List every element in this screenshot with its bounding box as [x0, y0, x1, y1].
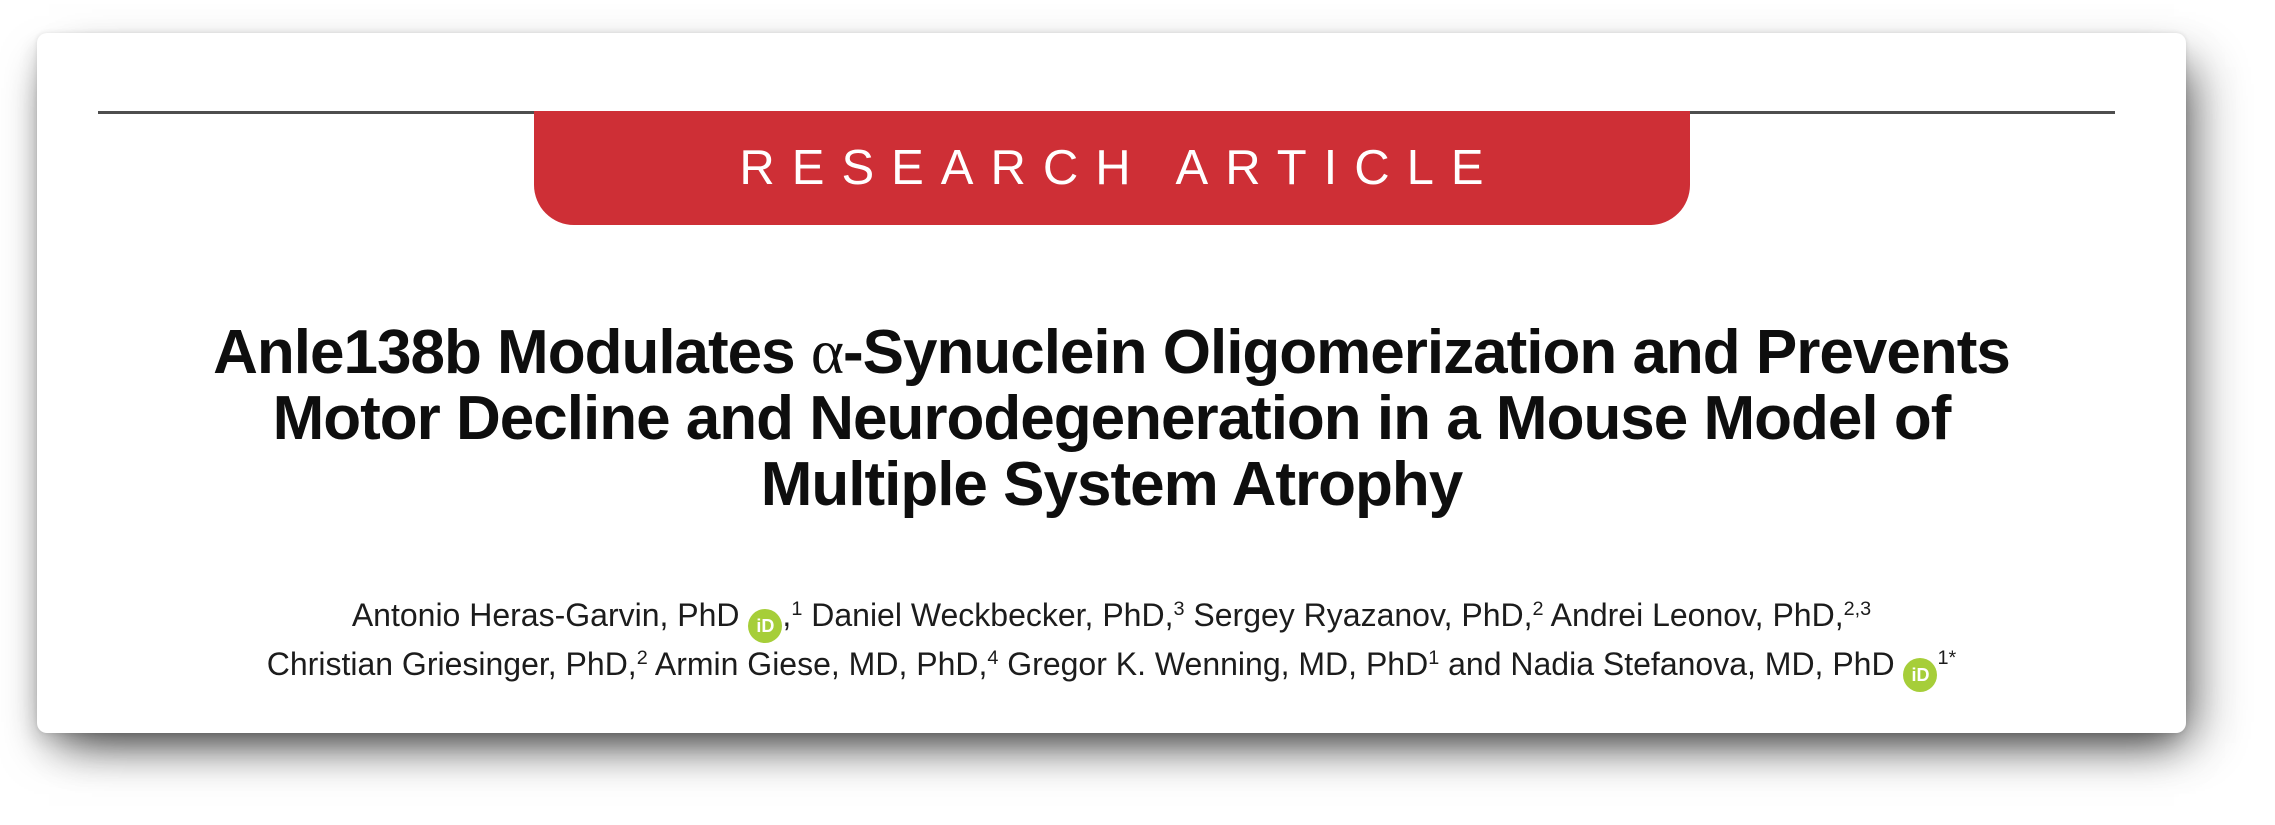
article-title-line-3: Multiple System Atrophy [760, 450, 1463, 519]
affiliation-superscript: 2,3 [1843, 598, 1872, 621]
alpha-symbol: α [810, 317, 843, 387]
research-article-banner [534, 111, 1690, 225]
author-text: Christian Griesinger, PhD, [266, 646, 637, 682]
affiliation-superscript: 4 [987, 647, 999, 670]
orcid-icon[interactable]: iD [748, 609, 782, 643]
article-title-line-1: Anle138b Modulates α-Synuclein Oligomerization and Prevents [213, 317, 2010, 387]
orcid-icon[interactable]: iD [1903, 658, 1937, 692]
article-title [37, 319, 2186, 518]
affiliation-superscript: 1* [1937, 647, 1957, 670]
banner-label: RESEARCH ARTICLE [739, 141, 1501, 195]
author-byline [37, 594, 2186, 692]
affiliation-superscript: 2 [636, 647, 648, 670]
author-text: Armin Giese, MD, PhD, [647, 646, 988, 682]
author-text: , [782, 597, 792, 633]
author-text: Daniel Weckbecker, PhD, [802, 597, 1174, 633]
author-text: Sergey Ryazanov, PhD, [1184, 597, 1533, 633]
author-text: Andrei Leonov, PhD, [1543, 597, 1844, 633]
affiliation-superscript: 1 [791, 598, 803, 621]
author-text: and Nadia Stefanova, MD, PhD [1439, 646, 1904, 682]
author-line-2 [37, 643, 2186, 692]
author-text: Antonio Heras-Garvin, PhD [351, 597, 749, 633]
author-line-1 [37, 594, 2186, 643]
author-text: Gregor K. Wenning, MD, PhD [998, 646, 1429, 682]
affiliation-superscript: 1 [1428, 647, 1440, 670]
affiliation-superscript: 3 [1173, 598, 1185, 621]
article-title-line-2: Motor Decline and Neurodegeneration in a Mouse Model of [272, 384, 1951, 453]
affiliation-superscript: 2 [1532, 598, 1544, 621]
article-header-page [37, 33, 2186, 733]
